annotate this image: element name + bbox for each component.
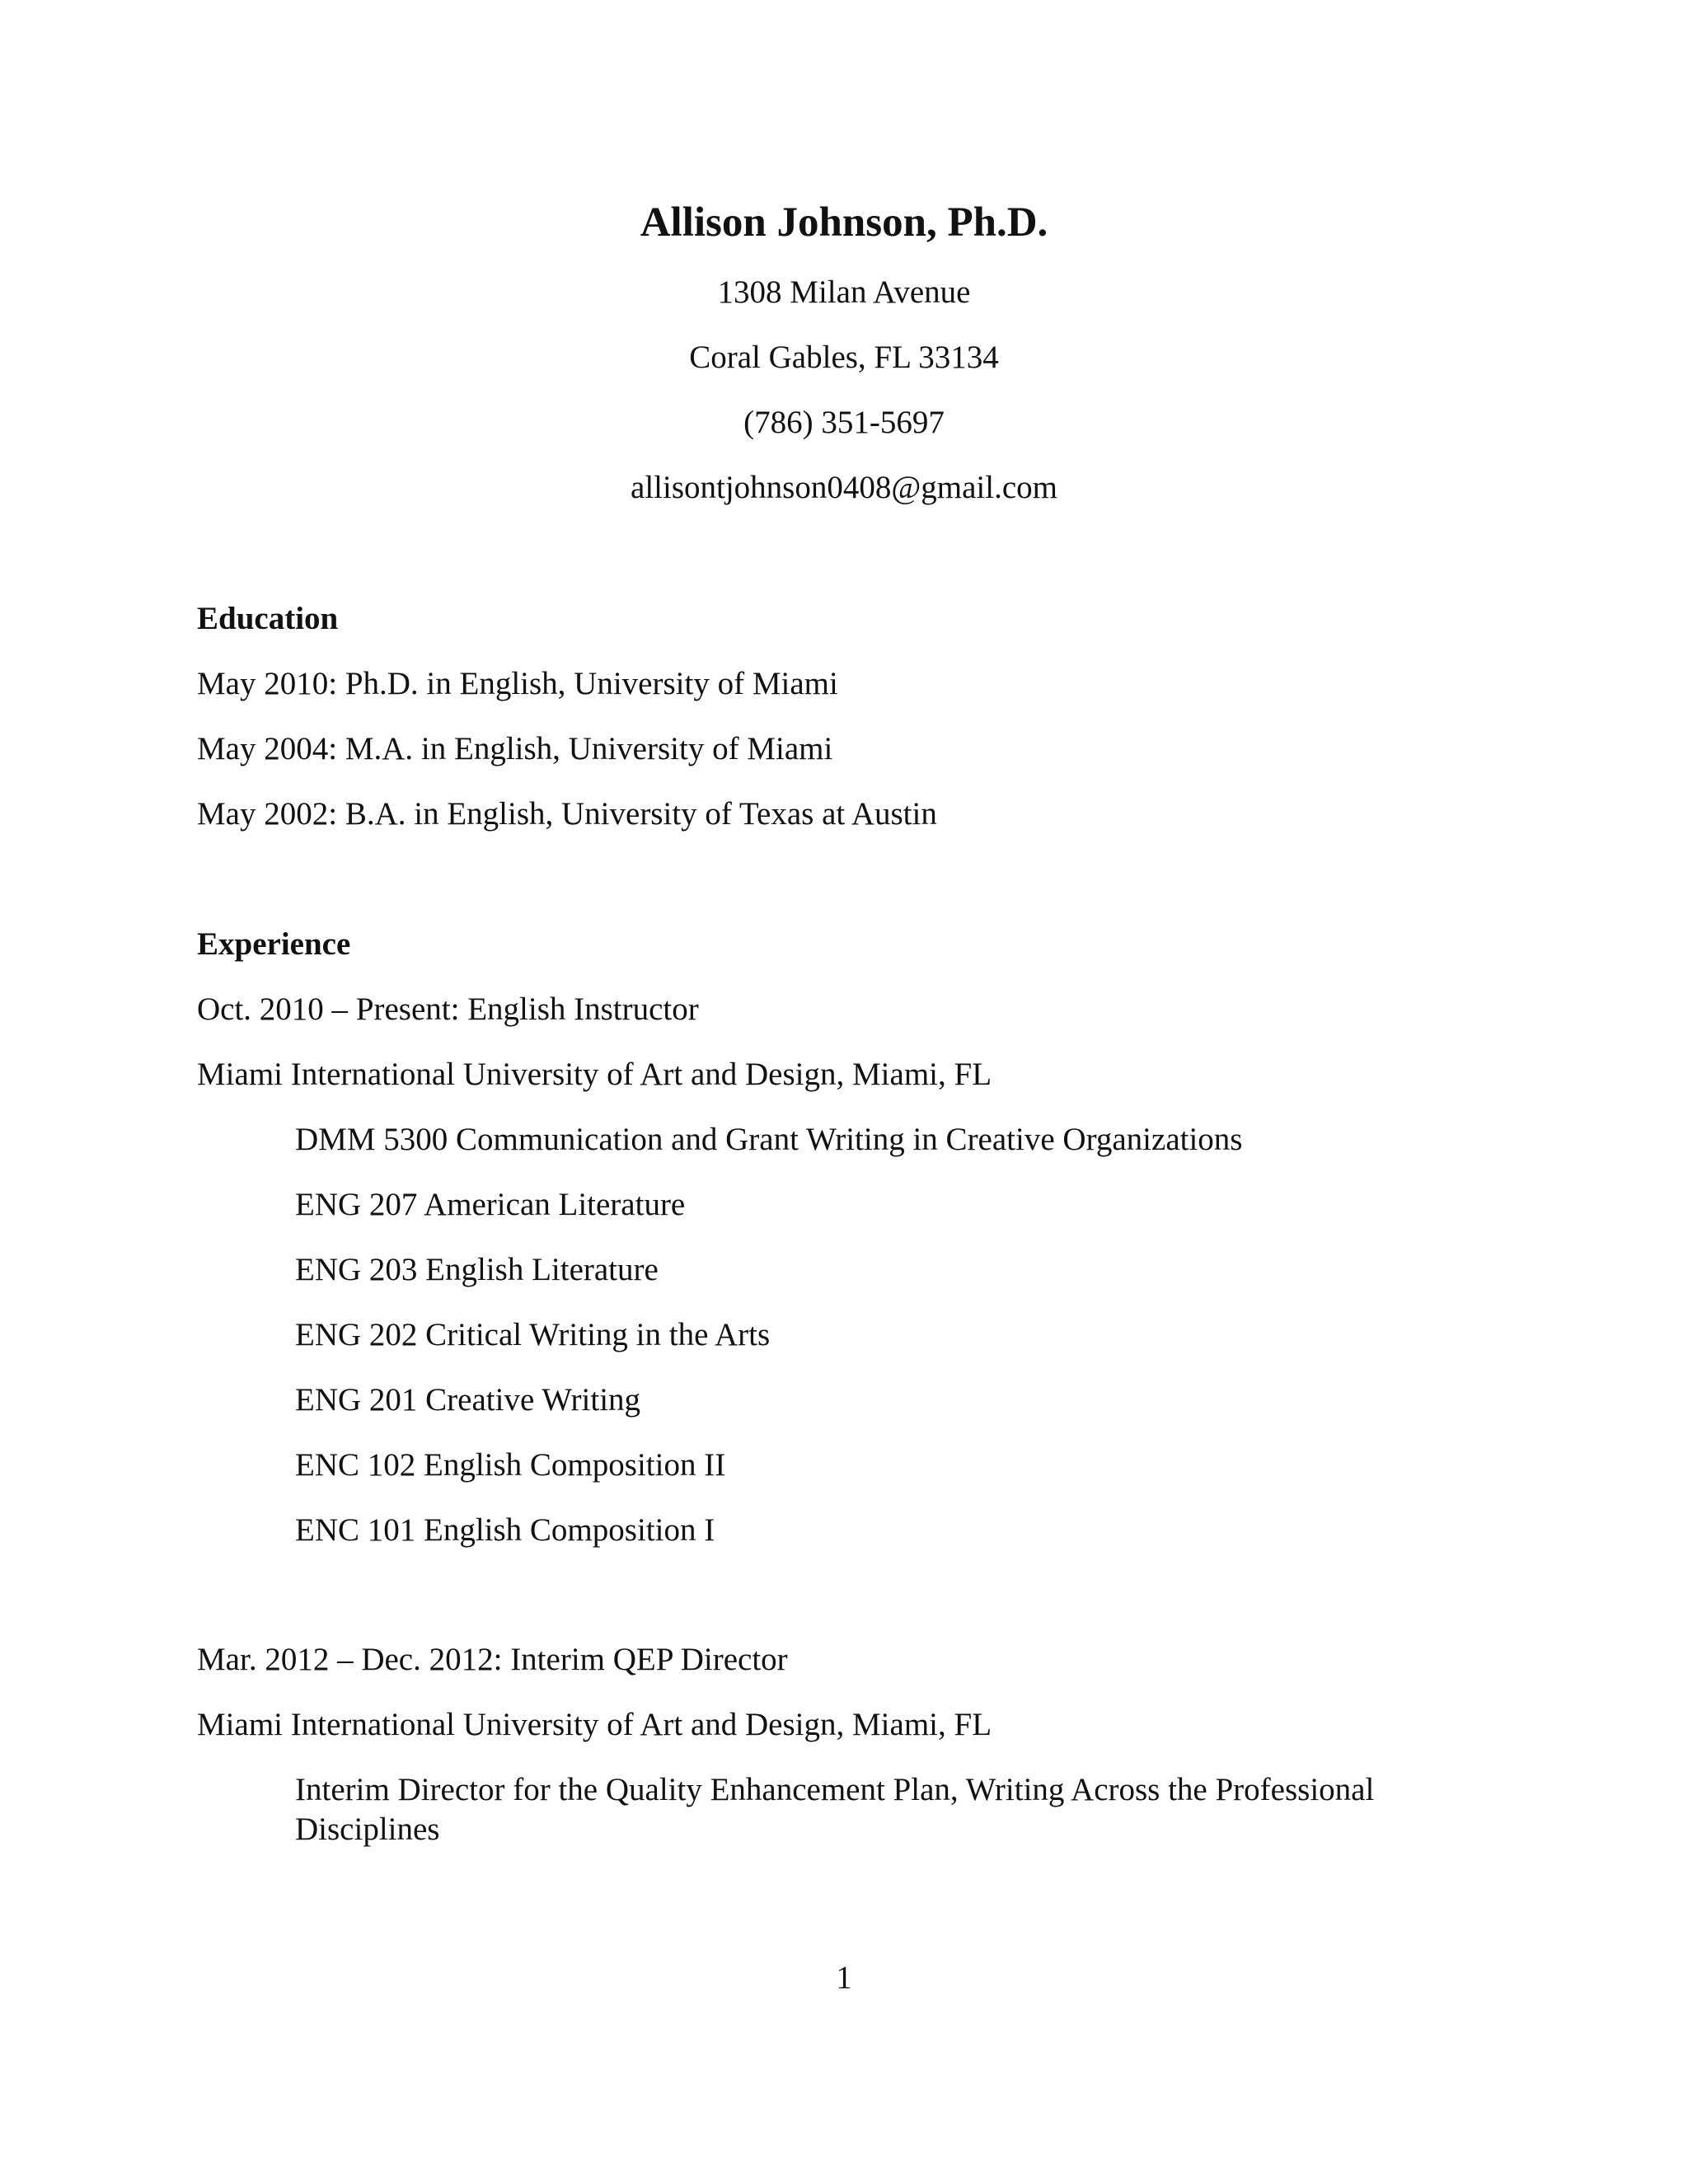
- job-description: Interim Director for the Quality Enhancement Plan, Writing Across the Professional Disciplines: [295, 1772, 1375, 1847]
- job-title: Mar. 2012 – Dec. 2012: Interim QEP Director: [197, 1642, 788, 1677]
- person-name: Allison Johnson, Ph.D.: [640, 199, 1048, 246]
- job-title: Oct. 2010 – Present: English Instructor: [197, 991, 699, 1027]
- education-item: May 2010: Ph.D. in English, University of Miami: [197, 666, 838, 701]
- page-number: 1: [836, 1960, 852, 1995]
- course-item: ENG 203 English Literature: [295, 1252, 659, 1287]
- job-organization: Miami International University of Art and Design, Miami, FL: [197, 1707, 992, 1742]
- education-item: May 2002: B.A. in English, University of Texas at Austin: [197, 796, 937, 832]
- address-line-1: 1308 Milan Avenue: [717, 274, 971, 310]
- course-item: ENG 202 Critical Writing in the Arts: [295, 1317, 771, 1352]
- education-item: May 2004: M.A. in English, University of Miami: [197, 731, 833, 766]
- course-item: ENC 101 English Composition I: [295, 1512, 715, 1548]
- course-item: ENC 102 English Composition II: [295, 1447, 726, 1483]
- course-item: DMM 5300 Communication and Grant Writing in Creative Organizations: [295, 1122, 1243, 1157]
- address-line-2: Coral Gables, FL 33134: [689, 340, 999, 375]
- phone-number: (786) 351-5697: [743, 405, 945, 440]
- course-item: ENG 201 Creative Writing: [295, 1382, 641, 1418]
- job-organization: Miami International University of Art and Design, Miami, FL: [197, 1057, 992, 1092]
- education-heading: Education: [197, 601, 339, 636]
- course-item: ENG 207 American Literature: [295, 1187, 686, 1222]
- email-address: allisontjohnson0408@gmail.com: [631, 470, 1057, 505]
- experience-heading: Experience: [197, 926, 351, 962]
